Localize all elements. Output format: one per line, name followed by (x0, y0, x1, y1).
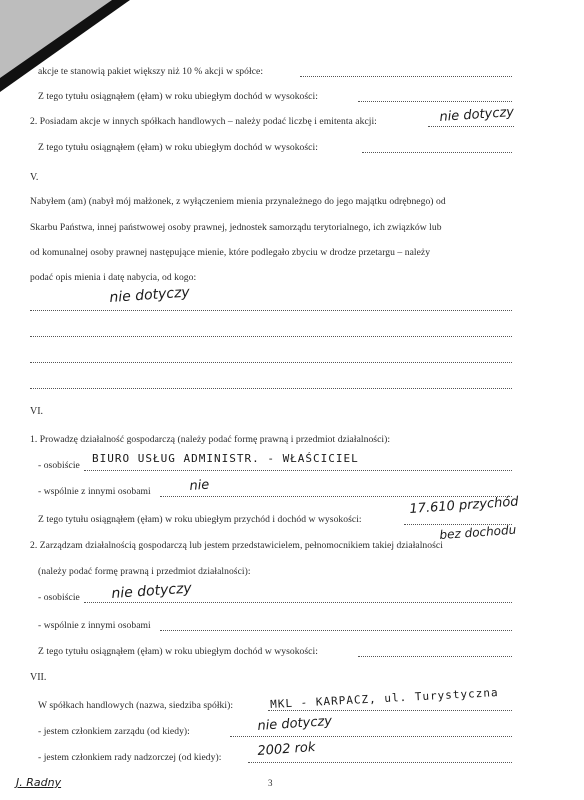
management-item-cont: (należy podać formę prawną i przedmiot działalności): (38, 566, 251, 577)
dotted-line (248, 762, 512, 763)
section-v-text-2: Skarbu Państwa, innej państwowej osoby prawnej, jednostek samorządu terytorialnego, ich związków lub (30, 222, 442, 233)
income-line-1: Z tego tytułu osiągnąłem (ęłam) w roku ubiegłym dochód w wysokości: (38, 91, 318, 102)
dotted-line (428, 126, 514, 127)
section-v-text-4: podać opis mienia i datę nabycia, od kogo: (30, 272, 197, 283)
management-item: 2. Zarządzam działalnością gospodarczą lub jestem przedstawicielem, pełnomocnikiem takiej działalności (30, 540, 443, 551)
jointly-label: - wspólnie z innymi osobami (38, 486, 151, 497)
supervisory-board-line: - jestem członkiem rady nadzorczej (od kiedy): (38, 752, 222, 763)
dotted-line (160, 496, 512, 497)
board-member-line: - jestem członkiem zarządu (od kiedy): (38, 726, 190, 737)
dotted-line (84, 602, 512, 603)
section-v-text-1: Nabyłem (am) (nabył mój małżonek, z wyłączeniem mienia przynależnego do jego majątku odrębnego) od (30, 196, 446, 207)
handwritten-not-applicable: nie dotyczy (108, 284, 191, 306)
dotted-line (358, 656, 512, 657)
handwritten-business-name: BIURO USŁUG ADMINISTR. - WŁAŚCICIEL (92, 452, 359, 465)
dotted-line (30, 388, 512, 389)
section-v-heading: V. (30, 172, 39, 183)
handwritten-not-applicable: nie dotyczy (256, 713, 333, 734)
handwritten-not-applicable: nie dotyczy (110, 580, 193, 602)
dotted-line (160, 630, 512, 631)
business-activity-item: 1. Prowadzę działalność gospodarczą (należy podać formę prawną i przedmiot działalności): (30, 434, 391, 445)
section-vi-heading: VI. (30, 406, 44, 417)
dotted-line (30, 362, 512, 363)
shares-over-10-percent-line: akcje te stanowią pakiet większy niż 10 % akcji w spółce: (38, 66, 264, 77)
handwritten-year: 2002 rok (256, 739, 316, 759)
income-line-3: Z tego tytułu osiągnąłem (ęłam) w roku ubiegłym dochód w wysokości: (38, 646, 318, 657)
income-line-2: Z tego tytułu osiągnąłem (ęłam) w roku ubiegłym dochód w wysokości: (38, 142, 318, 153)
dotted-line (268, 710, 512, 711)
personally-label-2: - osobiście (38, 592, 80, 603)
other-shares-item: 2. Posiadam akcje w innych spółkach handlowych – należy podać liczbę i emitenta akcji: (30, 116, 377, 127)
section-vii-heading: VII. (30, 672, 47, 683)
page-number: 3 (268, 778, 273, 788)
personally-label: - osobiście (38, 460, 80, 471)
dotted-line (30, 336, 512, 337)
handwritten-revenue: 17.610 przychód (408, 494, 520, 517)
dotted-line (230, 736, 512, 737)
handwritten-no-income: bez dochodu (439, 522, 517, 542)
section-v-text-3: od komunalnej osoby prawnej następujące mienie, które podlegało zbyciu w drodze przetargu – należy (30, 247, 431, 258)
dotted-line (300, 76, 512, 77)
dotted-line (362, 152, 512, 153)
dotted-line (84, 470, 512, 471)
jointly-label-2: - wspólnie z innymi osobami (38, 620, 151, 631)
signature-initials: J. Radny (16, 776, 62, 789)
handwritten-no: nie (188, 477, 210, 494)
dotted-line (358, 101, 512, 102)
revenue-income-line: Z tego tytułu osiągnąłem (ęłam) w roku ubiegłym przychód i dochód w wysokości: (38, 514, 362, 525)
handwritten-company: MKL - KARPACZ, ul. Turystyczna (269, 686, 499, 711)
handwritten-not-applicable: nie dotyczy (438, 104, 515, 125)
dotted-line (30, 310, 512, 311)
companies-line: W spółkach handlowych (nazwa, siedziba spółki): (38, 700, 234, 711)
